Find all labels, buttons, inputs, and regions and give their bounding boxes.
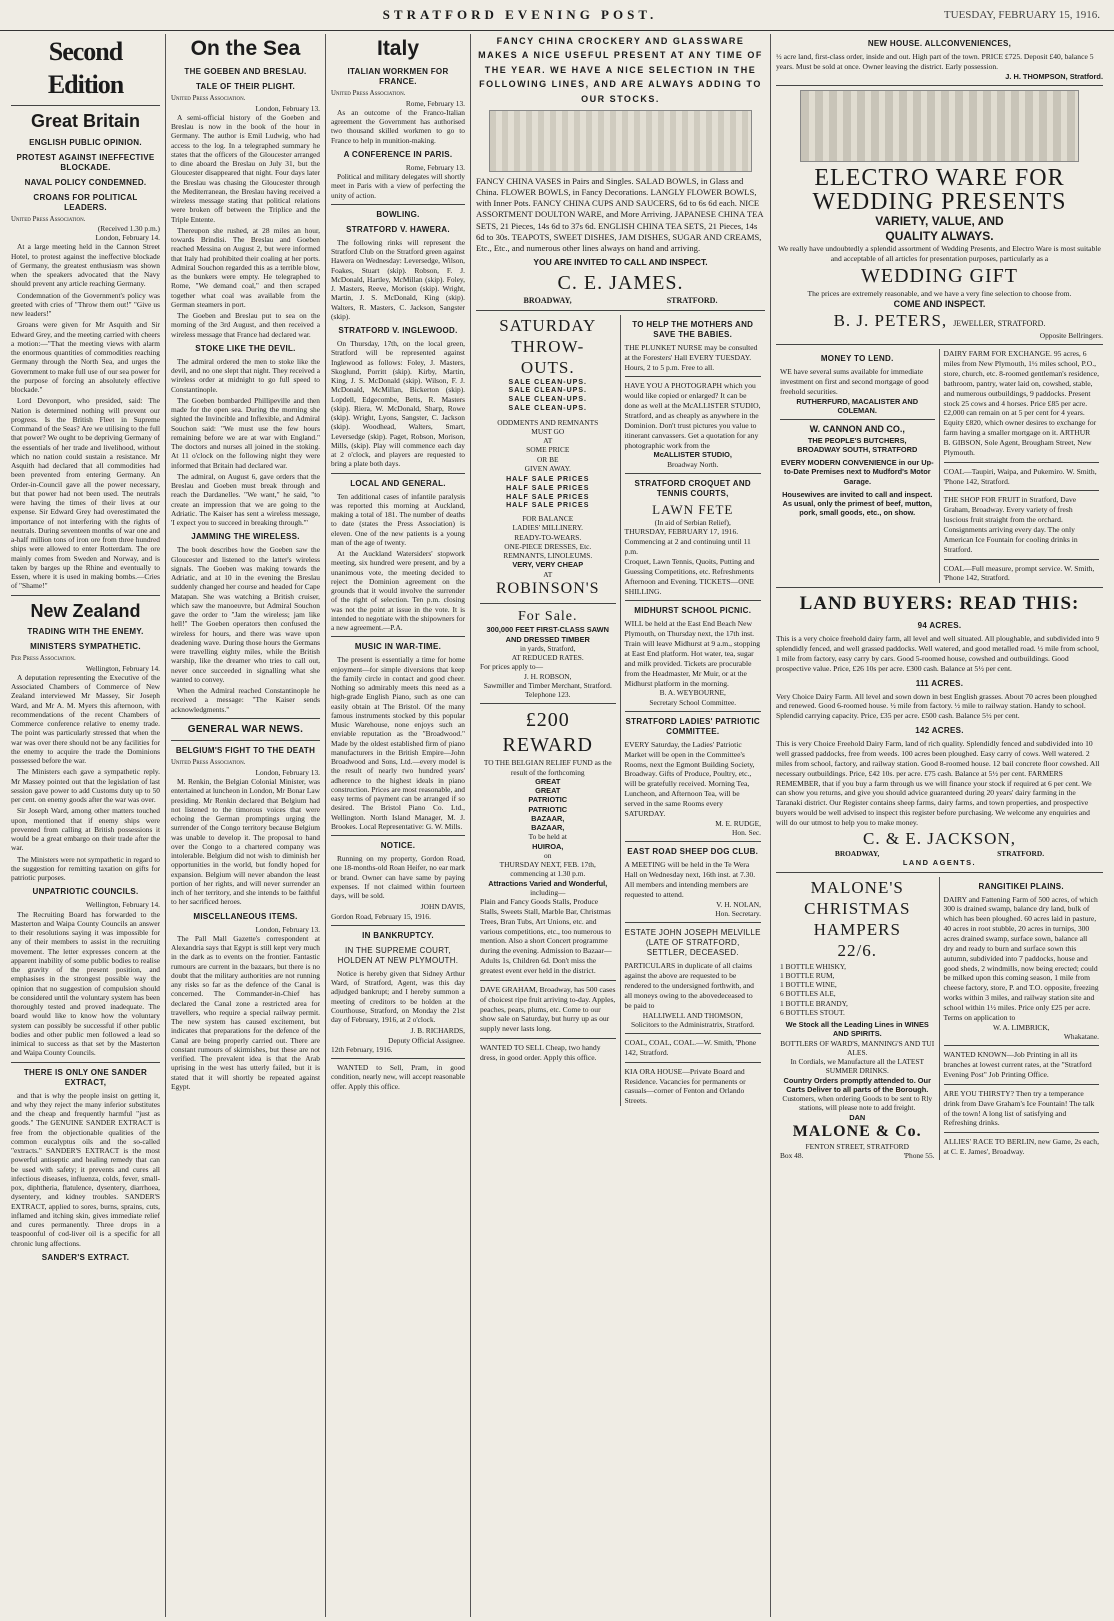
- land-94-heading: 94 ACRES.: [917, 621, 962, 631]
- reward-amount: £200: [525, 709, 570, 732]
- cannon-body: Housewives are invited to call and inspect. As usual, only the primest of beef, mutton, pork, small goods, etc., on show.: [782, 489, 933, 518]
- cannon-heading: W. CANNON AND CO.,: [809, 424, 905, 435]
- gb-received: (Received 1.30 p.m.): [97, 223, 160, 233]
- midhurst-sig: B. A. WEYBOURNE,: [659, 688, 726, 698]
- sea-para-3: The Goeben and Breslau put to sea on the morning of the 3rd August, and then received a wireless message that France had declared war.: [171, 311, 320, 339]
- stoke-para-1: The admiral ordered the men to stoke like the devil, and no one slept that night. They received a wireless order at midnight to go full speed to Constantinople.: [171, 356, 320, 394]
- estate-sig: HALLIWELL AND THOMSON,: [642, 1010, 743, 1020]
- col5-left: [776, 349, 940, 583]
- unpatriotic-heading: UNPATRIOTIC COUNCILS.: [32, 887, 139, 897]
- italy-byline: United Press Association.: [331, 90, 406, 98]
- malone-customers: Customers, when ordering Goods to be sent to Rly stations, will please note to add freight.: [782, 1094, 933, 1113]
- nz-para-4: The Ministers were not sympathetic in regard to the suggestion for remitting taxation on gifts for patriotic purposes.: [11, 854, 160, 883]
- local-para-1: Ten additional cases of infantile paralysis was reported this morning at Auckland, making a total of 181. The number of deaths to date (states the Press Association) is eleven. One of the new patients is a young man of the age of twenty.: [331, 491, 465, 547]
- money-body: WE have several sums available for immediate investment on first and second mortgage of good freehold securities.: [780, 367, 929, 397]
- column-5: [771, 34, 1108, 1617]
- rob-clean-2: SALE CLEAN-UPS.: [508, 387, 587, 395]
- malone-price: 22/6.: [837, 941, 877, 961]
- col5-right-2: [940, 877, 1104, 1161]
- land-addr-left: BROADWAY,: [834, 849, 880, 859]
- italy-body: As an outcome of the Franco-Italian agreement the Government has authorised two thousand skilled workmen to go to France to help in munition-making.: [331, 107, 465, 145]
- rob-at: AT: [543, 436, 553, 446]
- sander-body: and that is why the people insist on getting it, and why they reject the many inferior substitutes and the cheap and frequently harmful "just as goods." The GENUINE SANDER EXTRACT is free from the objectionable qualities of the common eucalyptus oils and the so-called "extracts." SANDER'S EXTRACT is the most powerful antiseptic and healing remedy that can be used with safety; it prevents and cures all infectious diseases, influenza, colds, fever, small-pox, diphtheria, flatulence, dysentery, diarrhoea, dysentery, and kidney troubles. SANDER'S EXTRACT, applied to sores, burns, sprains, cuts, inflamed and itching skin, gives immediate relief and cures permanently. Three drops in a teaspoonful of cod-liver oil is a specific for all chronic lung affections.: [11, 1090, 160, 1248]
- kiaora-ad: KIA ORA HOUSE—Private Board and Residence. Vacancies for permanents or casuals—corner of Fenton and Orlando Streets.: [624, 1066, 746, 1106]
- gb-sub-3: NAVAL POLICY CONDEMNED.: [24, 177, 147, 187]
- malone-head-2: CHRISTMAS: [804, 898, 911, 918]
- land-addr-right: STRATFORD.: [997, 849, 1045, 859]
- gb-sub-4: CROANS FOR POLITICAL LEADERS.: [33, 192, 138, 212]
- rob-ready: READY-TO-WEARS.: [514, 532, 582, 542]
- china-name: C. E. JAMES.: [557, 271, 684, 294]
- jamming-heading: JAMMING THE WIRELESS.: [191, 532, 300, 542]
- electro-prices: The prices are extremely reasonable, and we have a very fine selection to choose from.: [807, 288, 1072, 298]
- reward-attr: Attractions Varied and Wonderful,: [488, 878, 608, 888]
- estate-sig-2: Solicitors to the Administratrix, Stratford.: [630, 1019, 755, 1029]
- gb-para-4: Lord Devonport, who presided, said: The Nation is determined nothing will prevent our progress. Is the British Fleet in Supreme Command of the Seas? Are we utilising to the full that power? We ought to be depriving Germany of the essentials of her trade and livelihood, without which no nation could sustain a resistance. Mr Asquith had declared that all commodities had been prevented from entering Germany. An Order-in-Council gave all the power necessary, but that power had not been used. The neutrals were having the times of their lives at our expense. Sir Edward Grey had overestimated the importance of not interfering with the rights of neutrals. During seventeen months of war one and a-half million tons of iron ore from three hundred ships were allowed to enter Rotterdam. The ore mainly comes from Sweden and Norway, and is taken by barges up the Rhine and eventually to Essen, where it is used in making bombs.—Cries of "Shame!": [11, 396, 160, 591]
- photo-body: HAVE YOU A PHOTOGRAPH which you would like copied or enlarged? It can be done as well at the McALLISTER STUDIO, Stratford, and as cheaply as anywhere in the Dominion. Don't trust pictures you value to itinerant canvassers. Get a quotation for any photographic work from the: [624, 381, 761, 450]
- wanted-job: WANTED KNOWN—Job Printing in all its branches at lowest current rates, at the "Stratford Evening Post" Job Printing Office.: [943, 1050, 1092, 1079]
- rob-clean-3: SALE CLEAN-UPS.: [508, 396, 587, 404]
- sale-yard: in yards, Stratford,: [520, 643, 576, 653]
- malone-orders: Country Orders promptly attended to. Our Carts Deliver to all parts of the Borough.: [783, 1075, 931, 1094]
- conference-heading: A CONFERENCE IN PARIS.: [343, 149, 453, 159]
- col5-right: [940, 349, 1104, 583]
- columns: [6, 34, 1108, 1617]
- gb-para-2: Condemnation of the Government's policy was greeted with cries of "Throw them out!" "Give us new leaders!": [11, 290, 160, 319]
- ladies-sig-2: Hon. Sec.: [732, 828, 761, 838]
- reward-baz-2: BAZAAR,: [531, 823, 565, 833]
- land-sig: C. & E. JACKSON,: [863, 828, 1016, 848]
- rob-at-2: AT: [543, 569, 553, 579]
- malone-item-6: 6 BOTTLES STOUT.: [780, 1007, 845, 1017]
- china-invite: YOU ARE INVITED TO CALL AND INSPECT.: [533, 257, 708, 268]
- rob-clean-4: SALE CLEAN-UPS.: [508, 404, 587, 412]
- reward-great-2: GREAT: [535, 786, 561, 796]
- rob-some: SOME PRICE: [526, 445, 570, 455]
- allies-race-ad: ALLIES' RACE TO BERLIN, new Game, 2s each, at C. E. James', Broadway.: [943, 1137, 1099, 1157]
- hawera-body: The following rinks will represent the Stratford Club on the Stratford green against Hawera on Wednesday: Leversedge, Wilson, Foakes, Stuart (skip). Robson, F. J. McDonald, Hartley, McMillan (skip). Foley, J. Masters, Reeve, Morison (skip). Wright, Martin, J. S. McDonald, King (skip). Walters, R. Masters, C. Jackson, Sangster (skip).: [331, 237, 465, 321]
- rangitikei-body: DAIRY and Fattening Farm of 500 acres, of which 300 is drained swamp, balance dry land, bulk of which has been ploughed. 60 acres laid in pasture, 40 acres in root stubble, 20 acres in turnips, 300 acres drained swamp, surface sown, balance all dry and ready to burn and surface sown this autumn, subdivided into 7 paddocks, house and good sheds, 2 windmills, now being erected; could be milked upon this coming season, 1 mile from cheese factory, store, P. and T.O. opposite, freezing works within 3 miles, and railway station site and school within 1½ miles. Price only £25 per acre. Terms on application to: [943, 894, 1099, 1022]
- nz-dateline: Wellington, February 14.: [85, 663, 160, 673]
- rob-head-3: OUTS.: [520, 358, 575, 378]
- bowling-heading: BOWLING.: [376, 209, 420, 219]
- ads-right: [621, 315, 766, 1106]
- land-agents: LAND AGENTS.: [902, 858, 977, 868]
- edition-heading: Second Edition: [47, 37, 124, 99]
- china-addr-left: BROADWAY,: [523, 295, 572, 305]
- money-sig: RUTHERFURD, MACALISTER AND COLEMAN.: [796, 396, 919, 416]
- electro-name: B. J. PETERS,: [833, 310, 948, 330]
- malone-item-3: 1 BOTTLE WINE,: [780, 980, 837, 990]
- money-heading: MONEY TO LEND.: [820, 354, 894, 364]
- ads-left: [476, 315, 621, 1106]
- stoke-para-2: The Goeben bombarded Phillipeville and then made for the open sea. During the morning she sighted the Invincible and Inflexible, and Admiral Souchon said: "We must use the few hours remaining before we are at war with England." The doctors and nurses all joined in the stoking. At 11 o'clock on the following night they were informed that Britain had declared war.: [171, 395, 320, 470]
- sander-signature: SANDER'S EXTRACT.: [41, 1252, 130, 1262]
- mothers-body: THE PLUNKET NURSE may be consulted at the Foresters' Hall EVERY TUESDAY. Hours, 2 to 5 p.m. Free to all.: [624, 342, 758, 372]
- col5-split: [776, 349, 1103, 583]
- malone-ad: [776, 877, 940, 1161]
- sale-at: AT REDUCED RATES.: [511, 653, 584, 663]
- coal-ad-1: COAL—Taupiri, Waipa, and Pukemiro. W. Smith, 'Phone 142, Stratford.: [943, 466, 1097, 486]
- bankruptcy-body: Notice is hereby given that Sidney Arthur Ward, of Stratford, Agent, was this day adjudged bankrupt; and I hereby summon a meeting of creditors to be holden at the Courthouse, Stratford, on Monday the 21st day of February, 1916, at 2 o'clock.: [331, 968, 465, 1025]
- sea-dateline: London, February 13.: [255, 103, 320, 113]
- italy-sub-1: ITALIAN WORKMEN FOR FRANCE.: [347, 67, 449, 87]
- rob-millinery: LADIES' MILLINERY.: [512, 523, 584, 533]
- china-list: FANCY CHINA VASES in Pairs and Singles. SALAD BOWLS, in Glass and China. FLOWER BOWLS, in Fancy Decorations. LANGLY FLOWER BOWLS, with Inner Pots. FANCY CHINA CUPS AND SAUCERS, 6d to 6s 6d each. NICE ASSORTMENT DOULTON WARE, and More Arriving. JAPANESE CHINA TEA SETS, 21 Pieces, 14s 6d to 37s 6d. ENGLISH CHINA TEA SETS, 21 Pieces, 14s 6d to 30s. TEAPOTS, SWEET DISHES, JAM DISHES, SUGAR AND CREAMS, Etc., Etc., and numerous other lines always on hand and arriving.: [476, 175, 764, 253]
- graham-ad: DAVE GRAHAM, Broadway, has 500 cases of choicest ripe fruit arriving to-day. Apples, peaches, pears, plums, etc. Come to our show sale on Saturday, but hurry up as our supply never lasts long.: [480, 984, 616, 1034]
- jam-para-2: When the Admiral reached Constantinople he received a message: "The Kaiser sends acknowledgments.": [171, 686, 320, 714]
- rob-or: OR BE: [536, 454, 559, 464]
- local-para-2: At the Auckland Watersiders' stopwork meeting, six hundred were present, and by a unanimous vote, the meeting decided to reject the Dominion agreement on the grounds that it would involve the surrender of the right of selection. Ten p.m. closing was not the point at issue in the vote. It is intended to negotiate with the shipowners for a new agreement.—P.A.: [331, 549, 465, 633]
- electro-come: COME AND INSPECT.: [893, 298, 986, 309]
- music-body: The present is essentially a time for home enjoyment—for simple diversions that keep the family circle in contact and good cheer. Nothing so admirably meets this need as a high-grade English Piano, such as one can easily obtain at The Bristol. Of the many famous instruments stocked by this popular Music Warehouse, none enjoys such an enviable reputation as the "Broadwood." Made by the oldest established firm of piano manufacturers in the British Empire—John Broadwood and Sons, Ltd.—every model is the result of nearly two hundred years' adherence to the highest ideals in piano construction. Prices are most reasonable, and easy terms of payment can be arranged if so desired. The Bristol Piano Co. Ltd., Wellington. North Island Manager, M. J. Brookes. Local Representative: G. W. Mills.: [331, 655, 465, 831]
- wanted-cows: WANTED TO SELL Cheap, two handy dress, in good order. Apply this office.: [480, 1043, 601, 1063]
- malone-dan: DAN: [849, 1112, 866, 1122]
- estate-body: PARTICULARS in duplicate of all claims against the above are requested to be rendered to the undersigned forthwith, and all moneys owing to the abovedeceased to be paid to: [624, 961, 754, 1010]
- rob-head-1: SATURDAY: [499, 315, 597, 335]
- thirsty-ad: ARE YOU THIRSTY? Then try a temperance drink from Dave Graham's Ice Fountain! The talk of the town! A long list of satisfying and Refreshing drinks.: [943, 1088, 1095, 1128]
- bankruptcy-court: IN THE SUPREME COURT, HOLDEN AT NEW PLYMOUTH.: [337, 945, 459, 965]
- rob-half-3: HALF SALE PRICES: [506, 493, 590, 501]
- nz-para-1: A deputation representing the Executive of the Associated Chambers of Commerce of New Zealand interviewed Mr Massey, Sir Joseph Ward, and Mr A. M. Myers this afternoon, with recommendations of the recent Chambers of Commerce conference relative to enemy trade. The point was particularly stressed that when the war was over there should not be any facilities for the enemy to acquire the trade the Dominions possessed before the war.: [11, 672, 160, 766]
- croquet-heading: STRATFORD CROQUET AND TENNIS COURTS,: [634, 478, 751, 498]
- electro-body: We really have undoubtedly a splendid assortment of Wedding Presents, and Electro Ware is most suitable and acceptable of all articles for presentation purposes, particularly as a: [778, 243, 1101, 263]
- sheep-sig: V. H. NOLAN,: [716, 899, 761, 909]
- notice-signature: JOHN DAVIS,: [420, 902, 465, 912]
- general-war-news-heading: GENERAL WAR NEWS.: [187, 723, 304, 735]
- reward-held: To be held at: [528, 832, 567, 842]
- belg-dateline: London, February 13.: [255, 767, 320, 777]
- china-ad-text: FANCY CHINA CROCKERY AND GLASSWARE MAKES A NICE USEFUL PRESENT AT ANY TIME OF THE YEAR. WE HAVE A NICE SELECTION IN THE FOLLOWING LINES, AND ARE ALWAYS ADDING TO OUR STOCKS.: [478, 36, 763, 104]
- malone-name: MALONE & Co.: [792, 1122, 922, 1140]
- gb-sub-1: ENGLISH PUBLIC OPINION.: [29, 137, 142, 147]
- fete-date: THURSDAY, FEBRUARY 17, 1916. Commencing at 2 and continuing until 11 p.m.: [624, 527, 751, 557]
- land-94-body: This is a very choice freehold dairy farm, all level and well situated. All ploughable, and subdivided into 9 splendidly fenced, and well grassed paddocks. Well watered, and good metalled road. ½ mile from school, 1 mile from factory, easy carry by cars. Good 5-roomed house, cowshed and outbuildings. Good prospective value. Price, £26 10s per acre. £300 cash. Balance at 5½ per cent.: [776, 634, 1100, 673]
- misc-heading: MISCELLANEOUS ITEMS.: [193, 911, 298, 921]
- fete-heading: LAWN FETE: [652, 501, 734, 517]
- column-3: [326, 34, 471, 1617]
- italy-heading: Italy: [376, 37, 420, 60]
- cannon-sub: THE PEOPLE'S BUTCHERS,: [807, 435, 907, 445]
- misc-dateline: London, February 13.: [255, 924, 320, 934]
- nz-sub-1: TRADING WITH THE ENEMY.: [27, 627, 144, 637]
- reward-date: THURSDAY NEXT, FEB. 17th, commencing at 1.30 p.m.: [499, 860, 596, 879]
- cannon-addr: BROADWAY SOUTH, STRATFORD: [797, 444, 918, 454]
- malone-stock: We Stock all the Leading Lines in WINES AND SPIRITS.: [785, 1020, 929, 1039]
- electro-sub-2: QUALITY ALWAYS.: [885, 228, 994, 243]
- electro-opp: Opposite Bellringers.: [1039, 331, 1103, 341]
- bankruptcy-heading: IN BANKRUPTCY.: [362, 930, 434, 940]
- uc-dateline: Wellington, February 14.: [85, 900, 160, 910]
- malone-head-3: HAMPERS: [813, 920, 901, 940]
- gb-sub-2: PROTEST AGAINST INEFFECTIVE BLOCKADE.: [16, 152, 155, 172]
- belgium-heading: BELGIUM'S FIGHT TO THE DEATH: [175, 746, 316, 756]
- sale-name: J. H. ROBSON,: [524, 671, 572, 681]
- stoke-heading: STOKE LIKE THE DEVIL.: [195, 343, 296, 353]
- land-111-body: Very Choice Dairy Farm. All level and sown down in best English grasses. About 70 acres been ploughed and renewed. Good 6-roomed house. ½ mile from factory. ½ mile to railway station. Handy to school. Splendid carrying capacity. Price, £35 per acre. £500 cash. Balance 5½ per cent.: [776, 691, 1097, 721]
- rob-clean-1: SALE CLEAN-UPS.: [508, 378, 587, 386]
- land-111-heading: 111 ACRES.: [915, 678, 964, 688]
- nz-byline: Per Press Association.: [11, 655, 76, 663]
- land-142-heading: 142 ACRES.: [915, 726, 964, 736]
- rob-balance: FOR BALANCE: [522, 514, 574, 524]
- notice-heading: NOTICE.: [380, 841, 416, 851]
- midhurst-body: WILL be held at the East End Beach New Plymouth, on Thursday next, the 17th inst. Train will leave Midhurst at 9 a.m., stopping at East End platform. Hot water, tea, sugar and milk provided. Tickets are procurable from the Headmaster, Mr Muir, or at the Midhurst platform in the morning.: [624, 619, 761, 688]
- fete-body: Croquet, Lawn Tennis, Quoits, Putting and Guessing Competitions, etc. Refreshments Afternoon and Evening. TICKETS—ONE SHILLING.: [624, 556, 755, 596]
- land-142-body: This is very Choice Freehold Dairy Farm, land of rich quality. Splendidly fenced and subdivided into 10 well grassed paddocks, free from weeds. 100 acres been ploughed. Easy carry of cows. Well watered. 2 miles from school, factory, and railway station. Good 8-roomed house. 12 bail concrete floor cowshed. All necessary outbuildings. Price, £42 10s. per acre. £75 cash. Balance at 5½ per cent. FARMERS REMEMBER, that if you buy a farm through us we will finance your stock if required at 6 per cent. We can show you returns, and give you should advice guaranteed during 20 years' dairy farming in the Taranaki district. Our Register contains sheep farms, dairy farms, and town properties, and prospective buyers would be well advised to inspect this register before purchasing. We welcome any enquiries and will do our utmost to help you to make money.: [776, 739, 1100, 827]
- column-2: [166, 34, 326, 1617]
- photo-name: McALLISTER STUDIO,: [653, 450, 732, 460]
- masthead: [0, 0, 1114, 31]
- issue-date: TUESDAY, FEBRUARY 15, 1916.: [943, 9, 1100, 21]
- column-1: [6, 34, 166, 1617]
- sale-for: For prices apply to—: [480, 662, 544, 672]
- malone-head-1: MALONE'S: [810, 877, 904, 897]
- gb-para-3: Groans were given for Mr Asquith and Sir Edward Grey, and the meeting carried with cheers a motion:—"That the meeting views with alarm the enormous quantities of commodities reaching Germany through the North Sea, and urges the Government to make full use of our sea power for the purpose of forcing an absolutely effective blockade.": [11, 320, 160, 395]
- sander-heading: THERE IS ONLY ONE SANDER EXTRACT,: [23, 1067, 148, 1087]
- new-zealand-heading: New Zealand: [30, 600, 141, 621]
- italy-dateline: Rome, February 13.: [405, 98, 465, 108]
- cannon-conv: EVERY MODERN CONVENIENCE in our Up-to-Date Premises next to Mudford's Motor Garage.: [780, 458, 934, 486]
- electro-gift: WEDDING GIFT: [861, 264, 1018, 287]
- sale-body: 300,000 FEET FIRST-CLASS SAWN AND DRESSED TIMBER: [486, 625, 609, 644]
- inglewood-heading: STRATFORD V. INGLEWOOD.: [338, 326, 458, 336]
- malone-item-4: 6 BOTTLES ALE,: [780, 989, 836, 999]
- sheep-heading: EAST ROAD SHEEP DOG CLUB.: [627, 847, 759, 857]
- sheep-body: A MEETING will be held in the Te Wera Hall on Wednesday next, 16th inst. at 7.30. All members and intending members are requested to attend.: [624, 860, 756, 899]
- malone-item-5: 1 BOTTLE BRANDY,: [780, 998, 848, 1008]
- rob-half-1: HALF SALE PRICES: [506, 476, 590, 484]
- fete-aid: (In aid of Serbian Relief),: [654, 518, 731, 528]
- rob-must: MUST GO: [531, 426, 565, 436]
- ads-split: [476, 315, 765, 1106]
- rangitikei-sig: W. A. LIMBRICK,: [992, 1022, 1050, 1032]
- photo-addr: Broadway North.: [667, 459, 719, 469]
- column-4: [471, 34, 771, 1617]
- newspaper-title: STRATFORD EVENING POST.: [382, 7, 658, 22]
- uc-para-1: The Recruiting Board has forwarded to the Masterton and Waipa County Councils an answer to their resolutions saying it was impossible for any of their members to assist in the recruiting movement. The letter expresses concern at the apparent inability of some public bodies to realise the gravity of the present position, and emphasises in the strongest possible way the opinion that no suggestion of compulsion should be considered until the voluntary system has been thoroughly tested and proved inadequate. The board would like to know how the voluntary system can possibly be successful if other public bodies and other public men followed a lead so inimical to success as that set by the Masterton and Waipa County Councils.: [11, 909, 160, 1058]
- hawera-heading: STRATFORD V. HAWERA.: [346, 224, 450, 234]
- rob-head-2: THROW-: [511, 337, 585, 357]
- rob-given: GIVEN AWAY.: [524, 463, 571, 473]
- rob-very: VERY, VERY CHEAP: [512, 560, 584, 570]
- robinsons-name: ROBINSON'S: [495, 579, 600, 597]
- col5-split-2: [776, 877, 1103, 1161]
- estate-heading: ESTATE JOHN JOSEPH MELVILLE (LATE OF STRATFORD, SETTLER, DECEASED.: [624, 928, 761, 958]
- misc-body: The Pall Mall Gazette's correspondent at Alexandria says that Egypt is still kept very much in the dark as to events on the frontier. Fantastic rumours are current in the bazaars, but there is no doubt that the military authorities are not running any risks so far as the defence of the Canal is concerned. The Commander-in-Chief has declared the Canal zone a restricted area for travellers, who require a special railway permit. The new system has caused excitement, but indicates that preparations for the defence of the Canal are being properly carried out. There are constant rumours of skirmishes, but these are not verified. The prevalent idea is that the Arab uprising in the west has utterly failed, but it is stated that it will shortly be repeated against Egypt.: [171, 933, 320, 1091]
- for-sale-heading: For Sale.: [517, 608, 578, 624]
- reward-incl: including—: [530, 887, 566, 897]
- coal-ad-2: COAL—Full measure, prompt service. W. Smith, 'Phone 142, Stratford.: [943, 563, 1095, 583]
- notice-date: Gordon Road, February 15, 1916.: [331, 911, 431, 921]
- nz-sub-2: MINISTERS SYMPATHETIC.: [30, 642, 141, 652]
- rob-onepiece: ONE-PIECE DRESSES, Etc.: [504, 541, 592, 551]
- rangitikei-place: Whakatane.: [1063, 1032, 1099, 1042]
- inglewood-body: On Thursday, 17th, on the local green, Stratford will be represented against Inglewood as follows: Foley, J. Masters, Skoglund, Porritt (skip). Kirby, Martin, King, J. S. McDonald (skip). Wilson, F. J. McDonald, McMillan, Bickerton (skip). Lopdell, Edgecombe, Betts, R. Masters (skip). Riera, W. McDonald, Sharp, Rowe (skip). Wright, Lyons, Sangster, C. Jackson (skip). Woodhead, Walters, Smart, Leversedge (skip). Paget, Robson, Morison, Mills, (skip). Play will commence each day at 2 o'clock, and players are requested to bring a plate both days.: [331, 339, 465, 469]
- malone-bottlers: BOTTLERS OF WARD'S, MANNING'S AND TUI ALES.: [780, 1038, 935, 1057]
- reward-great: GREAT: [535, 776, 561, 786]
- malone-box: Box 48.: [780, 1151, 804, 1161]
- china-illustration: [489, 110, 751, 172]
- belg-body: M. Renkin, the Belgian Colonial Minister, was entertained at luncheon in London, Mr Bonar Law presiding. Mr Renkin declared that Belgium had not listened to the timorous voices that were echoing the German promptings urging the surrender of the Congo territory because Belgium was unable to develop it. The proposal to hand over the Congo to a chartered company was intolerable. Belgium did not wish to diminish her opportunities in the world, but fondly hoped for expansion. Belgium will never abandon the least portion of her rights, and will never surrender an inch of her territory, and she intends to be faithful to her sacrificed heroes.: [171, 777, 320, 907]
- gb-byline: United Press Association.: [11, 215, 86, 223]
- ladies-body: EVERY Saturday, the Ladies' Patriotic Market will be open in the Committee's Rooms, next the Egmont Building Society, Broadway. Gifts of Produce, Poultry, etc., will be gratefully received. Morning Tea, Luncheon, and Afternoon Tea, will be served in the same Rooms every SATURDAY.: [624, 739, 755, 818]
- conf-dateline: Rome, February 13.: [405, 162, 465, 172]
- sea-sub-1: THE GOEBEN AND BRESLAU.: [184, 67, 307, 77]
- malone-item-2: 1 BOTTLE RUM,: [780, 970, 835, 980]
- reward-heading: REWARD: [502, 734, 593, 757]
- reward-where: HUIROA,: [532, 841, 564, 851]
- electro-trade: JEWELLER, STRATFORD.: [953, 318, 1046, 328]
- newhouse-sig: J. H. THOMPSON, Stratford.: [1005, 71, 1103, 81]
- midhurst-heading: MIDHURST SCHOOL PICNIC.: [634, 606, 752, 616]
- rob-half-4: HALF SALE PRICES: [506, 502, 590, 510]
- midhurst-sig-2: Secretary School Committee.: [649, 697, 737, 707]
- bankruptcy-date: 12th February, 1916.: [331, 1044, 393, 1054]
- electro-head-1: ELECTRO WARE FOR: [814, 164, 1065, 191]
- on-the-sea-heading: On the Sea: [190, 37, 301, 60]
- notice-body: Running on my property, Gordon Road, one 18-months-old Roan Heifer, no ear mark or brand. Owner can have same by paying expenses. If not claimed within fourteen days, will be sold.: [331, 854, 465, 901]
- wanted-pram: WANTED to Sell, Pram, in good condition, nearly new, will accept reasonable offer. Apply this office.: [331, 1063, 465, 1091]
- malone-addr: FENTON STREET, STRATFORD: [805, 1141, 909, 1151]
- coal-ad: COAL, COAL, COAL.—W. Smith, 'Phone 142, Stratford.: [624, 1038, 757, 1057]
- nz-para-2: The Ministers each gave a sympathetic reply. Mr Massey pointed out that the legislation of last session gave power to add Customs duty up to 50 per cent. on enemy goods after the war was over.: [11, 767, 160, 805]
- music-heading: MUSIC IN WAR-TIME.: [354, 642, 442, 652]
- dairy-exchange-ad: DAIRY FARM FOR EXCHANGE. 95 acres, 6 miles from New Plymouth, 1½ miles school, P.O., store, church, etc. 8-roomed gentleman's residence, bathroom, pantry, water laid on, cowshed, stable, and numerous outbuildings, 9 paddocks. Present stock 25 cows and 4 horses. Price £85 per acre. £2,000 can remain on at 5 per cent for 4 years. Equity £820, which owner desires to exchange for farm having a smaller mortgage on it. ARTHUR B. GIBSON, Sole Agent, Brougham Street, New Plymouth.: [943, 349, 1100, 457]
- great-britain-heading: Great Britain: [30, 111, 141, 131]
- reward-on: on: [544, 850, 552, 860]
- newhouse-heading: NEW HOUSE. ALLCONVENIENCES,: [867, 39, 1012, 48]
- local-general-heading: LOCAL AND GENERAL.: [350, 478, 446, 488]
- land-buyers-heading: LAND BUYERS: READ THIS:: [799, 593, 1080, 615]
- electro-head-2: WEDDING PRESENTS: [812, 188, 1067, 215]
- sea-byline: United Press Association.: [171, 95, 246, 103]
- newhouse-body: ½ acre land, first-class order, inside and out. High part of the town. PRICE £725. Deposit £40, balance 5 years. Must be sold at once. Owner leaving the district. Early possession.: [776, 52, 1094, 71]
- gb-dateline: London, February 14.: [95, 233, 160, 243]
- reward-pat: PATRIOTIC: [528, 795, 568, 805]
- malone-cordials: In Cordials, we Manufacture all the LATEST SUMMER DRINKS.: [790, 1057, 925, 1076]
- bankruptcy-signature: J. B. RICHARDS,: [410, 1026, 465, 1036]
- sea-sub-2: TALE OF THEIR PLIGHT.: [195, 82, 296, 92]
- gb-para-1: At a large meeting held in the Cannon Street Hotel, to protest against the ineffective blockade of Germany, the greatest enthusiasm was shown when the speakers advocated that the Navy should prevent any article reaching Germany.: [11, 242, 160, 289]
- bankruptcy-signature-title: Deputy Official Assignee.: [388, 1035, 465, 1045]
- rob-remnants: REMNANTS, LINOLEUMS.: [503, 551, 593, 561]
- mothers-heading: TO HELP THE MOTHERS AND SAVE THE BABIES.: [632, 319, 754, 339]
- jam-para-1: The book describes how the Goeben saw the Gloucester and listened to the latter's wireless signals. The Goeben was making towards the Adriatic, and at 10 in the evening the Breslau suddenly changed her course and headed for Cape Matapan. She was watching a British cruiser, which saw the manoeuvre, but Admiral Souchon gave the order to "Jam the wireless; jam like hell!" The Goeben operators then confused the wireless for hours, and there was wave upon deadening wave. During those hours the Germans were travelling eighty miles, while the British warship, like the dreamer who tries to call out, never once succeeded in signalling what she wanted to convey.: [171, 545, 320, 684]
- stoke-para-3: The admiral, on August 6, gave orders that the Breslau and Goeben must break through and reach the Dardanelles. "We want," he said, "to create an impression that we are going to the Adriatic. The Kaiser has sent a wireless message, 'I expect you to succeed in breaking through.'": [171, 471, 320, 528]
- electro-sub-1: VARIETY, VALUE, AND: [875, 213, 1004, 228]
- sea-para-2: Thereupon she rushed, at 28 miles an hour, towards Brindisi. The Breslau and Goeben reached Messina on August 2, but were informed that Italy had prohibited their coaling at her ports. Admiral Souchon regarded this as a terrible blow, as the bunkers were empty. He telegraphed to Rome, "We demand coal," and then scraped together what coal was available from the German steamers in port.: [171, 225, 320, 309]
- reward-pat-2: PATRIOTIC: [528, 804, 568, 814]
- sale-addr: Sawmiller and Timber Merchant, Stratford. Telephone 123.: [483, 680, 612, 700]
- malone-item-1: 1 BOTTLE WHISKY,: [780, 961, 847, 971]
- rob-oddments: ODDMENTS AND REMNANTS: [497, 417, 599, 427]
- china-addr-right: STRATFORD.: [666, 295, 718, 305]
- electroware-illustration: [800, 90, 1080, 162]
- ladies-sig: M. E. RUDGE,: [715, 818, 761, 828]
- sea-para-1: A semi-official history of the Goeben and Breslau is now in the book of the hour in Germany. The author is Emil Ludwig, who had access to the log. In a telegraphed summary he states that the officers of the Gloucester arranged to dine aboard the Breslau on July 31, but the Gloucester disappeared that night. Four days later the Breslau was chasing the Gloucester through the Mediterranean, the Breslau having received a wireless message stating that political relations were broken off between the Triplice and the Triple Entente.: [171, 112, 320, 224]
- reward-body: Plain and Fancy Goods Stalls, Produce Stalls, Sweets Stall, Marble Bar, Christmas Trees, Bran Tubs, Art Unions, etc. and various competitions, etc., too numerous to mention. Also a short Concert programme during the evening. Admission to Bazaar— Adults 1s, Children 6d. Don't miss the greatest event ever held in the district.: [480, 897, 612, 976]
- reward-to: TO THE BELGIAN RELIEF FUND as the result of the forthcoming: [483, 758, 612, 777]
- ladies-heading: STRATFORD LADIES' PATRIOTIC COMMITTEE.: [625, 716, 760, 736]
- malone-phone: 'Phone 55.: [903, 1151, 935, 1161]
- conf-body: Political and military delegates will shortly meet in Paris with a view of perfecting the unity of action.: [331, 172, 465, 200]
- belg-byline: United Press Association.: [171, 759, 246, 767]
- sheep-sig-2: Hon. Secretary.: [715, 908, 761, 918]
- rob-half-2: HALF SALE PRICES: [506, 484, 590, 492]
- fruit-ad: THE SHOP FOR FRUIT in Stratford, Dave Graham, Broadway. Every variety of fresh luscious fruit straight from the orchard. Consignments arriving every day. The only American Ice Fountain for cooling drinks in Stratford.: [943, 495, 1078, 554]
- rangitikei-heading: RANGITIKEI PLAINS.: [978, 881, 1064, 891]
- reward-baz: BAZAAR,: [531, 813, 565, 823]
- nz-para-3: Sir Joseph Ward, among other matters touched upon, mentioned that if enemy ships were prevented from calling at British possessions it would be a great embargo on their trade after the war.: [11, 806, 160, 853]
